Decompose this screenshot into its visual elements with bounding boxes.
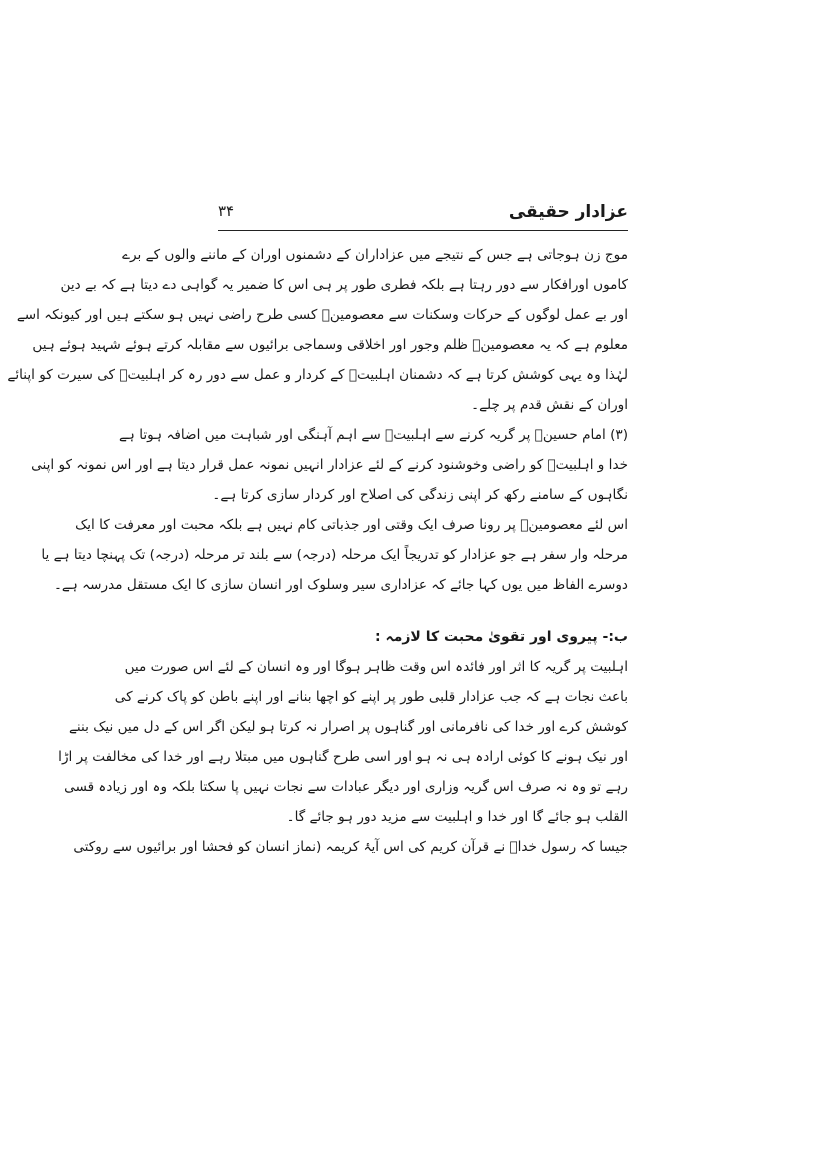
- section-line: اہلبیت پر گریہ کا اثر اور فائدہ اس وقت ظاہر ہوگا اور وہ انسان کے لئے اس صورت میں: [124, 659, 628, 675]
- running-header: [218, 200, 628, 228]
- body-line: خدا و اہلبیتؑ کو راضی وخوشنود کرنے کے لئے عزادار انہیں نمونہ عمل قرار دیتا ہے اور اس نمونہ کو اپنی: [31, 457, 628, 473]
- body-line: مرحلہ وار سفر ہے جو عزادار کو تدریجاً ایک مرحلہ (درجہ) سے بلند تر مرحلہ (درجہ) تک پہنچا دیتا ہے یا: [41, 547, 628, 563]
- header-divider: [218, 230, 628, 231]
- body-line: اوران کے نقش قدم پر چلے۔: [471, 397, 628, 413]
- section-line: القلب ہو جائے گا اور خدا و اہلبیت سے مزید دور ہو جائے گا۔: [286, 809, 628, 825]
- body-line: (۳) امام حسینؑ پر گریہ کرنے سے اہلبیتؑ سے اہم آہنگی اور شباہت میں اضافہ ہوتا ہے: [118, 427, 628, 443]
- body-line: کاموں اورافکار سے دور رہتا ہے بلکہ فطری طور پر ہی اس کا ضمیر یہ گواہی دے دیتا ہے کہ بے دین: [60, 277, 628, 293]
- body-line: اور بے عمل لوگوں کے حرکات وسکنات سے معصومینؑ کسی طرح راضی نہیں ہو سکتے ہیں اور کیونکہ اسے: [16, 307, 628, 323]
- page-number: ۳۴: [218, 202, 235, 220]
- body-line: موج زن ہوجاتی ہے جس کے نتیجے میں عزاداران کے دشمنوں اوران کے ماننے والوں کے برے: [122, 247, 628, 263]
- body-line: دوسرے الفاظ میں یوں کہا جائے کہ عزاداری سیر وسلوک اور انسان سازی کا ایک مستقل مدرسہ ہے۔: [53, 577, 628, 593]
- body-line: معلوم ہے کہ یہ معصومینؑ ظلم وجور اور اخلاقی وسماجی برائیوں سے مقابلہ کرتے ہوئے شہید ہوئے ہیں: [32, 337, 628, 353]
- section-line: اور نیک ہونے کا کوئی ارادہ ہی نہ ہو اور اسی طرح گناہوں میں مبتلا رہے اور خدا کی مخالفت پر اڑا: [58, 749, 628, 765]
- book-title: عزادار حقیقی: [508, 202, 628, 222]
- section-line: کوشش کرے اور خدا کی نافرمانی اور گناہوں پر اصرار نہ کرتا ہو لیکن اگر اس کے دل میں نیک بننے: [68, 719, 628, 735]
- body-line: اس لئے معصومینؑ پر رونا صرف ایک وقتی اور جذباتی کام نہیں ہے بلکہ محبت اور معرفت کا ایک: [75, 517, 628, 533]
- section-line: باعث نجات ہے کہ جب عزادار قلبی طور پر اپنے کو اچھا بنانے اور اپنے باطن کو پاک کرنے کی: [114, 689, 628, 705]
- section-line: جیسا کہ رسول خداؐ نے قرآن کریم کی اس آیۂ کریمہ (نماز انسان کو فحشا اور برائیوں سے روکتی: [73, 839, 628, 855]
- body-line: لہٰذا وہ یہی کوشش کرتا ہے کہ دشمنان اہلبیتؑ کے کردار و عمل سے دور رہ کر اہلبیتؑ کی سیرت کو اپنائے: [7, 367, 628, 383]
- section-heading: ب:- پیروی اور تقویٰ محبت کا لازمہ :: [375, 629, 628, 645]
- body-line: نگاہوں کے سامنے رکھ کر اپنی زندگی کی اصلاح اور کردار سازی کرتا ہے۔: [212, 487, 628, 503]
- section-line: رہے تو وہ نہ صرف اس گریہ وزاری اور دیگر عبادات سے نجات نہیں پا سکتا بلکہ وہ اور زیادہ قسی: [64, 779, 628, 795]
